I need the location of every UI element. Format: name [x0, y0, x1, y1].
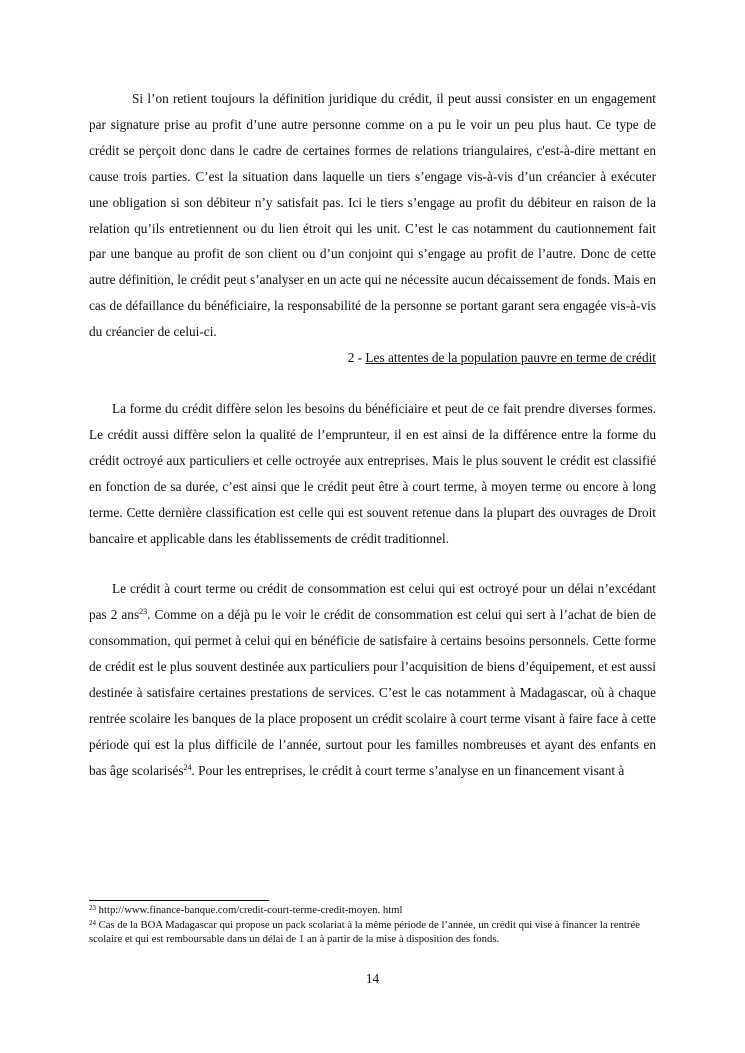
footnote-number: 23 [89, 904, 96, 912]
paragraph-credit-court-terme [89, 576, 656, 783]
footnote-23 [89, 903, 656, 918]
footnote-separator [89, 900, 269, 901]
paragraph-text-segment: . Comme on a déjà pu le voir le crédit de consommation est celui qui sert à l’achat de bien de consommation, qui permet à celui qui en bénéficie de satisfaire à certains besoins personnels. Cette forme de crédit est le plus souvent destinée aux particuliers pour l’acquisition de biens d’équipement, et est aussi destinée à satisfaire certaines prestations de services. C’est le cas notamment à Madagascar, où à chaque rentrée scolaire les banques de la place proposent un crédit scolaire à court terme visant à faire face à cette période qui est la plus difficile de l’année, surtout pour les familles nombreuses et ayant des enfants en bas âge scolarisés [89, 607, 656, 778]
footnote-24 [89, 918, 656, 947]
paragraph-text-segment: . Pour les entreprises, le crédit à court terme s’analyse en un financement visant à [191, 762, 625, 778]
footnote-text: http://www.finance-banque.com/credit-court-terme-credit-moyen. html [96, 904, 403, 916]
paragraph-forme-credit: La forme du crédit diffère selon les besoins du bénéficiaire et peut de ce fait prendre diverses formes. Le crédit aussi diffère selon la qualité de l’emprunteur, il en est ainsi de la différence entre la forme du crédit octroyé aux particuliers et celle octroyée aux entreprises. Mais le plus souvent le crédit est classifié en fonction de sa durée, c’est ainsi que le crédit peut être à court terme, à moyen terme ou encore à long terme. Cette dernière classification est celle qui est souvent retenue dans la plupart des ouvrages de Droit bancaire et applicable dans les établissements de crédit traditionnel. [89, 400, 656, 546]
footnotes [89, 903, 656, 947]
body-text [89, 86, 656, 784]
footnote-ref-23[interactable]: 23 [139, 607, 148, 617]
footnote-ref-24[interactable]: 24 [183, 762, 192, 772]
section-heading-title: Les attentes de la population pauvre en terme de crédit [365, 350, 656, 366]
footnote-text: Cas de la BOA Madagascar qui propose un pack scolariat à la même période de l’année, un crédit qui vise à financer la rentrée scolaire et qui est remboursable dans un délai de 1 an à partir de la mise à disposition des fonds. [89, 918, 640, 945]
paragraph-text-segment: Le crédit à court terme ou crédit de consommation est celui qui est octroyé pour un délai n’excédant pas 2 ans [89, 581, 656, 623]
paragraph-engagement-signature: Si l’on retient toujours la définition juridique du crédit, il peut aussi consister en un engagement par signature prise au profit d’une autre personne comme on a pu le voir un peu plus haut. Ce type de crédit se perçoit donc dans le cadre de certaines formes de relations triangulaires, c'est-à-dire mettant en cause trois parties. C’est la situation dans laquelle un tiers s’engage vis-à-vis d’un créancier à exécuter une obligation si son débiteur n’y satisfait pas. Ici le tiers s’engage au profit du débiteur en raison de la relation qu’ils entretiennent ou du lien étroit qui les unit. C’est le cas notamment du cautionnement fait par une banque au profit de son client ou d’un conjoint qui s’engage au profit de l’autre. Donc de cette autre définition, le crédit peut s’analyser en un acte qui ne nécessite aucun décaissement de fonds. Mais en cas de défaillance du bénéficiaire, la responsabilité de la personne se portant garant sera engagée vis-à-vis du créancier de celui-ci. [89, 91, 656, 340]
footnote-number: 24 [89, 918, 96, 927]
section-heading [89, 345, 656, 371]
section-heading-number: 2 - [347, 350, 366, 366]
page-number: 14 [365, 971, 380, 986]
